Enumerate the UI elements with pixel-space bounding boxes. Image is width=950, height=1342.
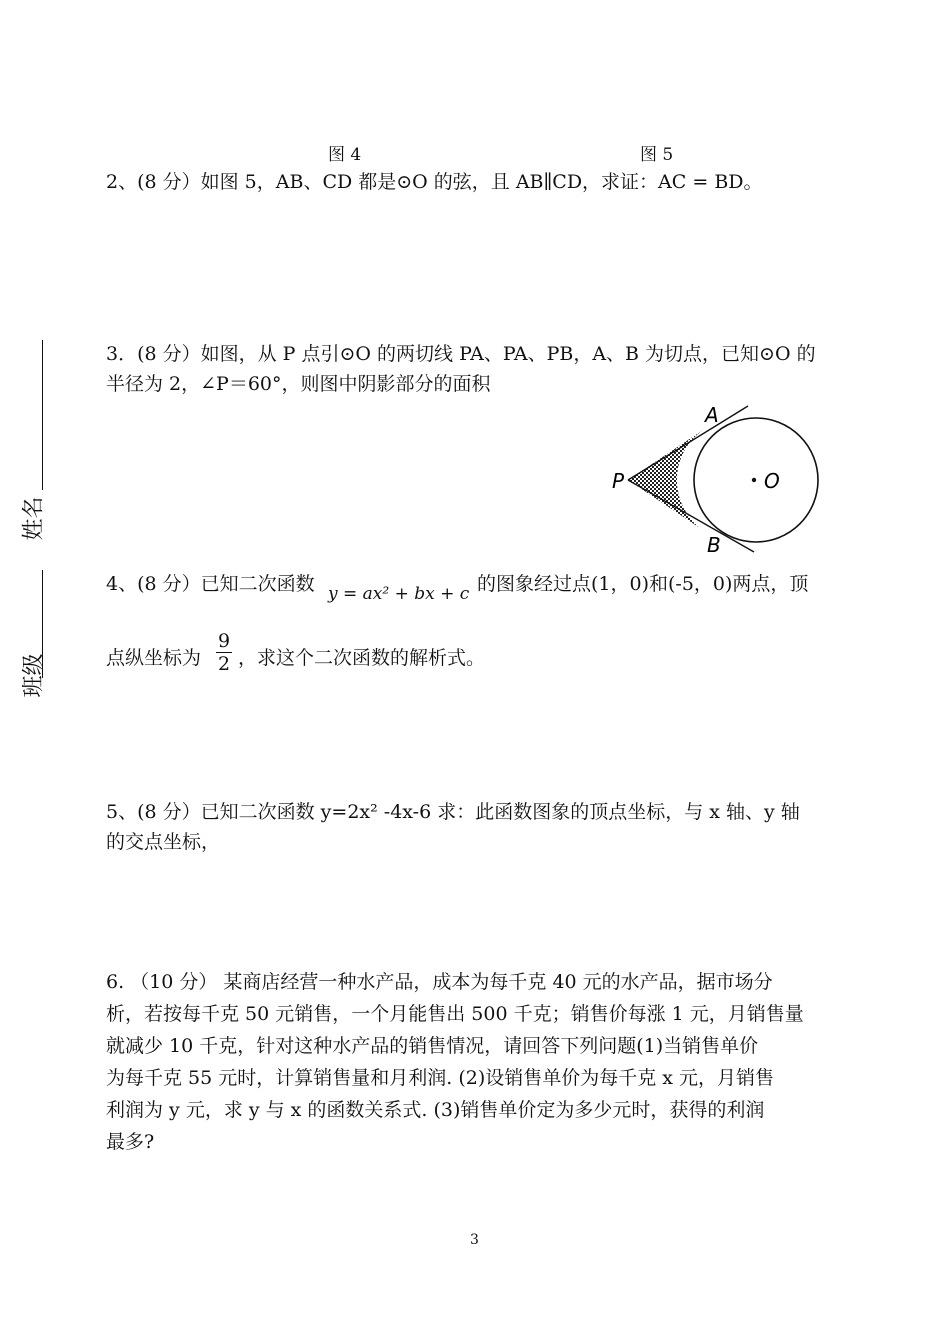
- fraction-denominator: 2: [218, 653, 231, 675]
- question-6-line4: 为每千克 55 元时，计算销售量和月利润. (2)设销售单价为每千克 x 元，月销售: [106, 1067, 775, 1089]
- question-4-prefix: 4、(8 分）已知二次函数: [106, 573, 315, 595]
- question-6-line5: 利润为 y 元，求 y 与 x 的函数关系式. (3)销售单价定为多少元时，获得的利润: [106, 1099, 765, 1121]
- name-field-line: [42, 340, 43, 490]
- question-4-line2-suffix: ，求这个二次函数的解析式。: [238, 647, 486, 669]
- question-4-suffix: 的图象经过点(1，0)和(-5，0)两点，顶: [477, 573, 809, 595]
- quadratic-formula: y = ax² + bx + c: [328, 584, 470, 604]
- question-6-line6: 最多?: [106, 1131, 155, 1153]
- question-4-line2-prefix: 点纵坐标为: [106, 647, 202, 669]
- figure-4-caption: 图 4: [328, 145, 362, 165]
- question-2: 2、(8 分）如图 5，AB、CD 都是⊙O 的弦，且 AB∥CD，求证：AC = BD。: [106, 171, 763, 193]
- figure-5-caption: 图 5: [640, 145, 674, 165]
- question-5-line2: 的交点坐标，: [106, 831, 221, 853]
- question-6-line2: 析，若按每千克 50 元销售，一个月能售出 500 千克；销售价每涨 1 元，月销售量: [106, 1003, 804, 1025]
- point-b-label: B: [707, 533, 721, 557]
- fraction-numerator: 9: [218, 630, 231, 652]
- center-o-label: O: [764, 469, 780, 493]
- question-3-line1: 3．(8 分）如图，从 P 点引⊙O 的两切线 PA、PA、PB，A、B 为切点，已知⊙O 的: [106, 343, 816, 365]
- point-a-label: A: [705, 403, 719, 427]
- question-6-line3: 就减少 10 千克，针对这种水产品的销售情况，请回答下列问题(1)当销售单价: [106, 1035, 759, 1057]
- fraction-nine-halves: [216, 630, 232, 675]
- name-label: 姓名: [21, 496, 47, 541]
- page-number: 3: [470, 1232, 479, 1248]
- tangent-circle-figure: [606, 400, 826, 560]
- question-3-line2: 半径为 2，∠P＝60°，则图中阴影部分的面积: [106, 373, 491, 395]
- question-5-line1: 5、(8 分）已知二次函数 y=2x² -4x-6 求：此函数图象的顶点坐标，与 x 轴、y 轴: [106, 801, 800, 823]
- class-label: 班级: [21, 653, 47, 698]
- question-6-line1: 6. （10 分） 某商店经营一种水产品，成本为每千克 40 元的水产品，据市场分: [106, 971, 773, 993]
- point-p-label: P: [612, 469, 625, 493]
